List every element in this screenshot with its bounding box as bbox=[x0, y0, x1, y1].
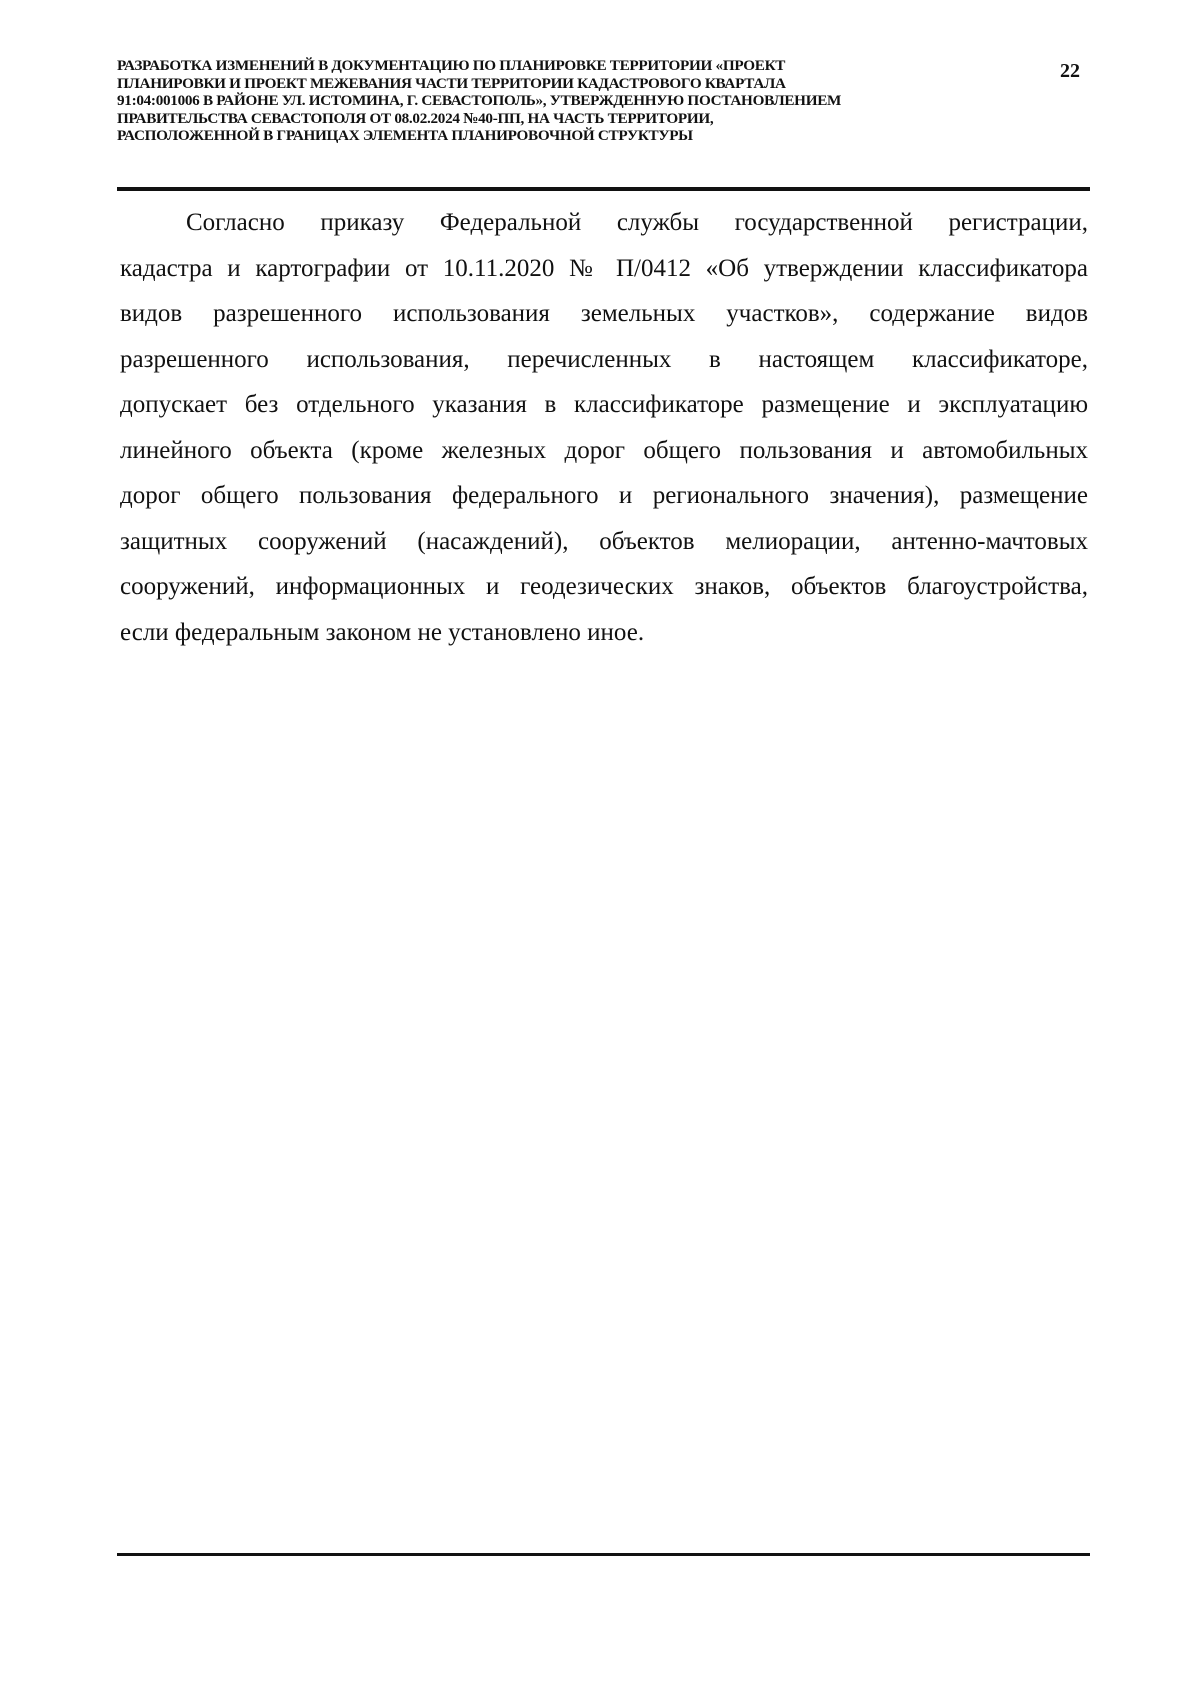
paragraph-line: разрешенного использования, перечисленных в настоящем классификаторе, bbox=[120, 345, 1088, 373]
header-title-line: РАСПОЛОЖЕННОЙ В ГРАНИЦАХ ЭЛЕМЕНТА ПЛАНИРОВОЧНОЙ СТРУКТУРЫ bbox=[117, 127, 693, 144]
paragraph-line: дорог общего пользования федерального и регионального значения), размещение bbox=[120, 482, 1088, 509]
paragraph-line: сооружений, информационных и геодезических знаков, объектов благоустройства, bbox=[120, 573, 1088, 600]
header-title-line: ПРАВИТЕЛЬСТВА СЕВАСТОПОЛЯ ОТ 08.02.2024 №40-ПП, НА ЧАСТЬ ТЕРРИТОРИИ, bbox=[117, 109, 714, 127]
header-divider bbox=[117, 187, 1090, 191]
paragraph-line: линейного объекта (кроме железных дорог общего пользования и автомобильных bbox=[120, 436, 1088, 464]
header-title-line: ПЛАНИРОВКИ И ПРОЕКТ МЕЖЕВАНИЯ ЧАСТИ ТЕРРИТОРИИ КАДАСТРОВОГО КВАРТАЛА bbox=[117, 74, 786, 92]
paragraph-line: допускает без отдельного указания в классификаторе размещение и эксплуатацию bbox=[120, 391, 1088, 418]
paragraph-line: если федеральным законом не установлено иное. bbox=[120, 618, 645, 646]
paragraph-line: защитных сооружений (насаждений), объектов мелиорации, антенно-мачтовых bbox=[120, 527, 1088, 555]
paragraph-line: Согласно приказу Федеральной службы государственной регистрации, bbox=[186, 209, 1088, 236]
body-paragraph bbox=[120, 200, 1088, 655]
page-number: 22 bbox=[1060, 60, 1080, 82]
paragraph-line: кадастра и картографии от 10.11.2020 № П/0412 «Об утверждении классификатора bbox=[120, 254, 1088, 282]
paragraph-line: видов разрешенного использования земельных участков», содержание видов bbox=[120, 300, 1088, 327]
header-title-line: 91:04:001006 В РАЙОНЕ УЛ. ИСТОМИНА, Г. СЕВАСТОПОЛЬ», УТВЕРЖДЕННУЮ ПОСТАНОВЛЕНИЕМ bbox=[117, 92, 842, 109]
document-header bbox=[117, 57, 1017, 145]
footer-divider bbox=[117, 1553, 1090, 1556]
header-title-line: РАЗРАБОТКА ИЗМЕНЕНИЙ В ДОКУМЕНТАЦИЮ ПО ПЛАНИРОВКЕ ТЕРРИТОРИИ «ПРОЕКТ bbox=[117, 57, 786, 74]
